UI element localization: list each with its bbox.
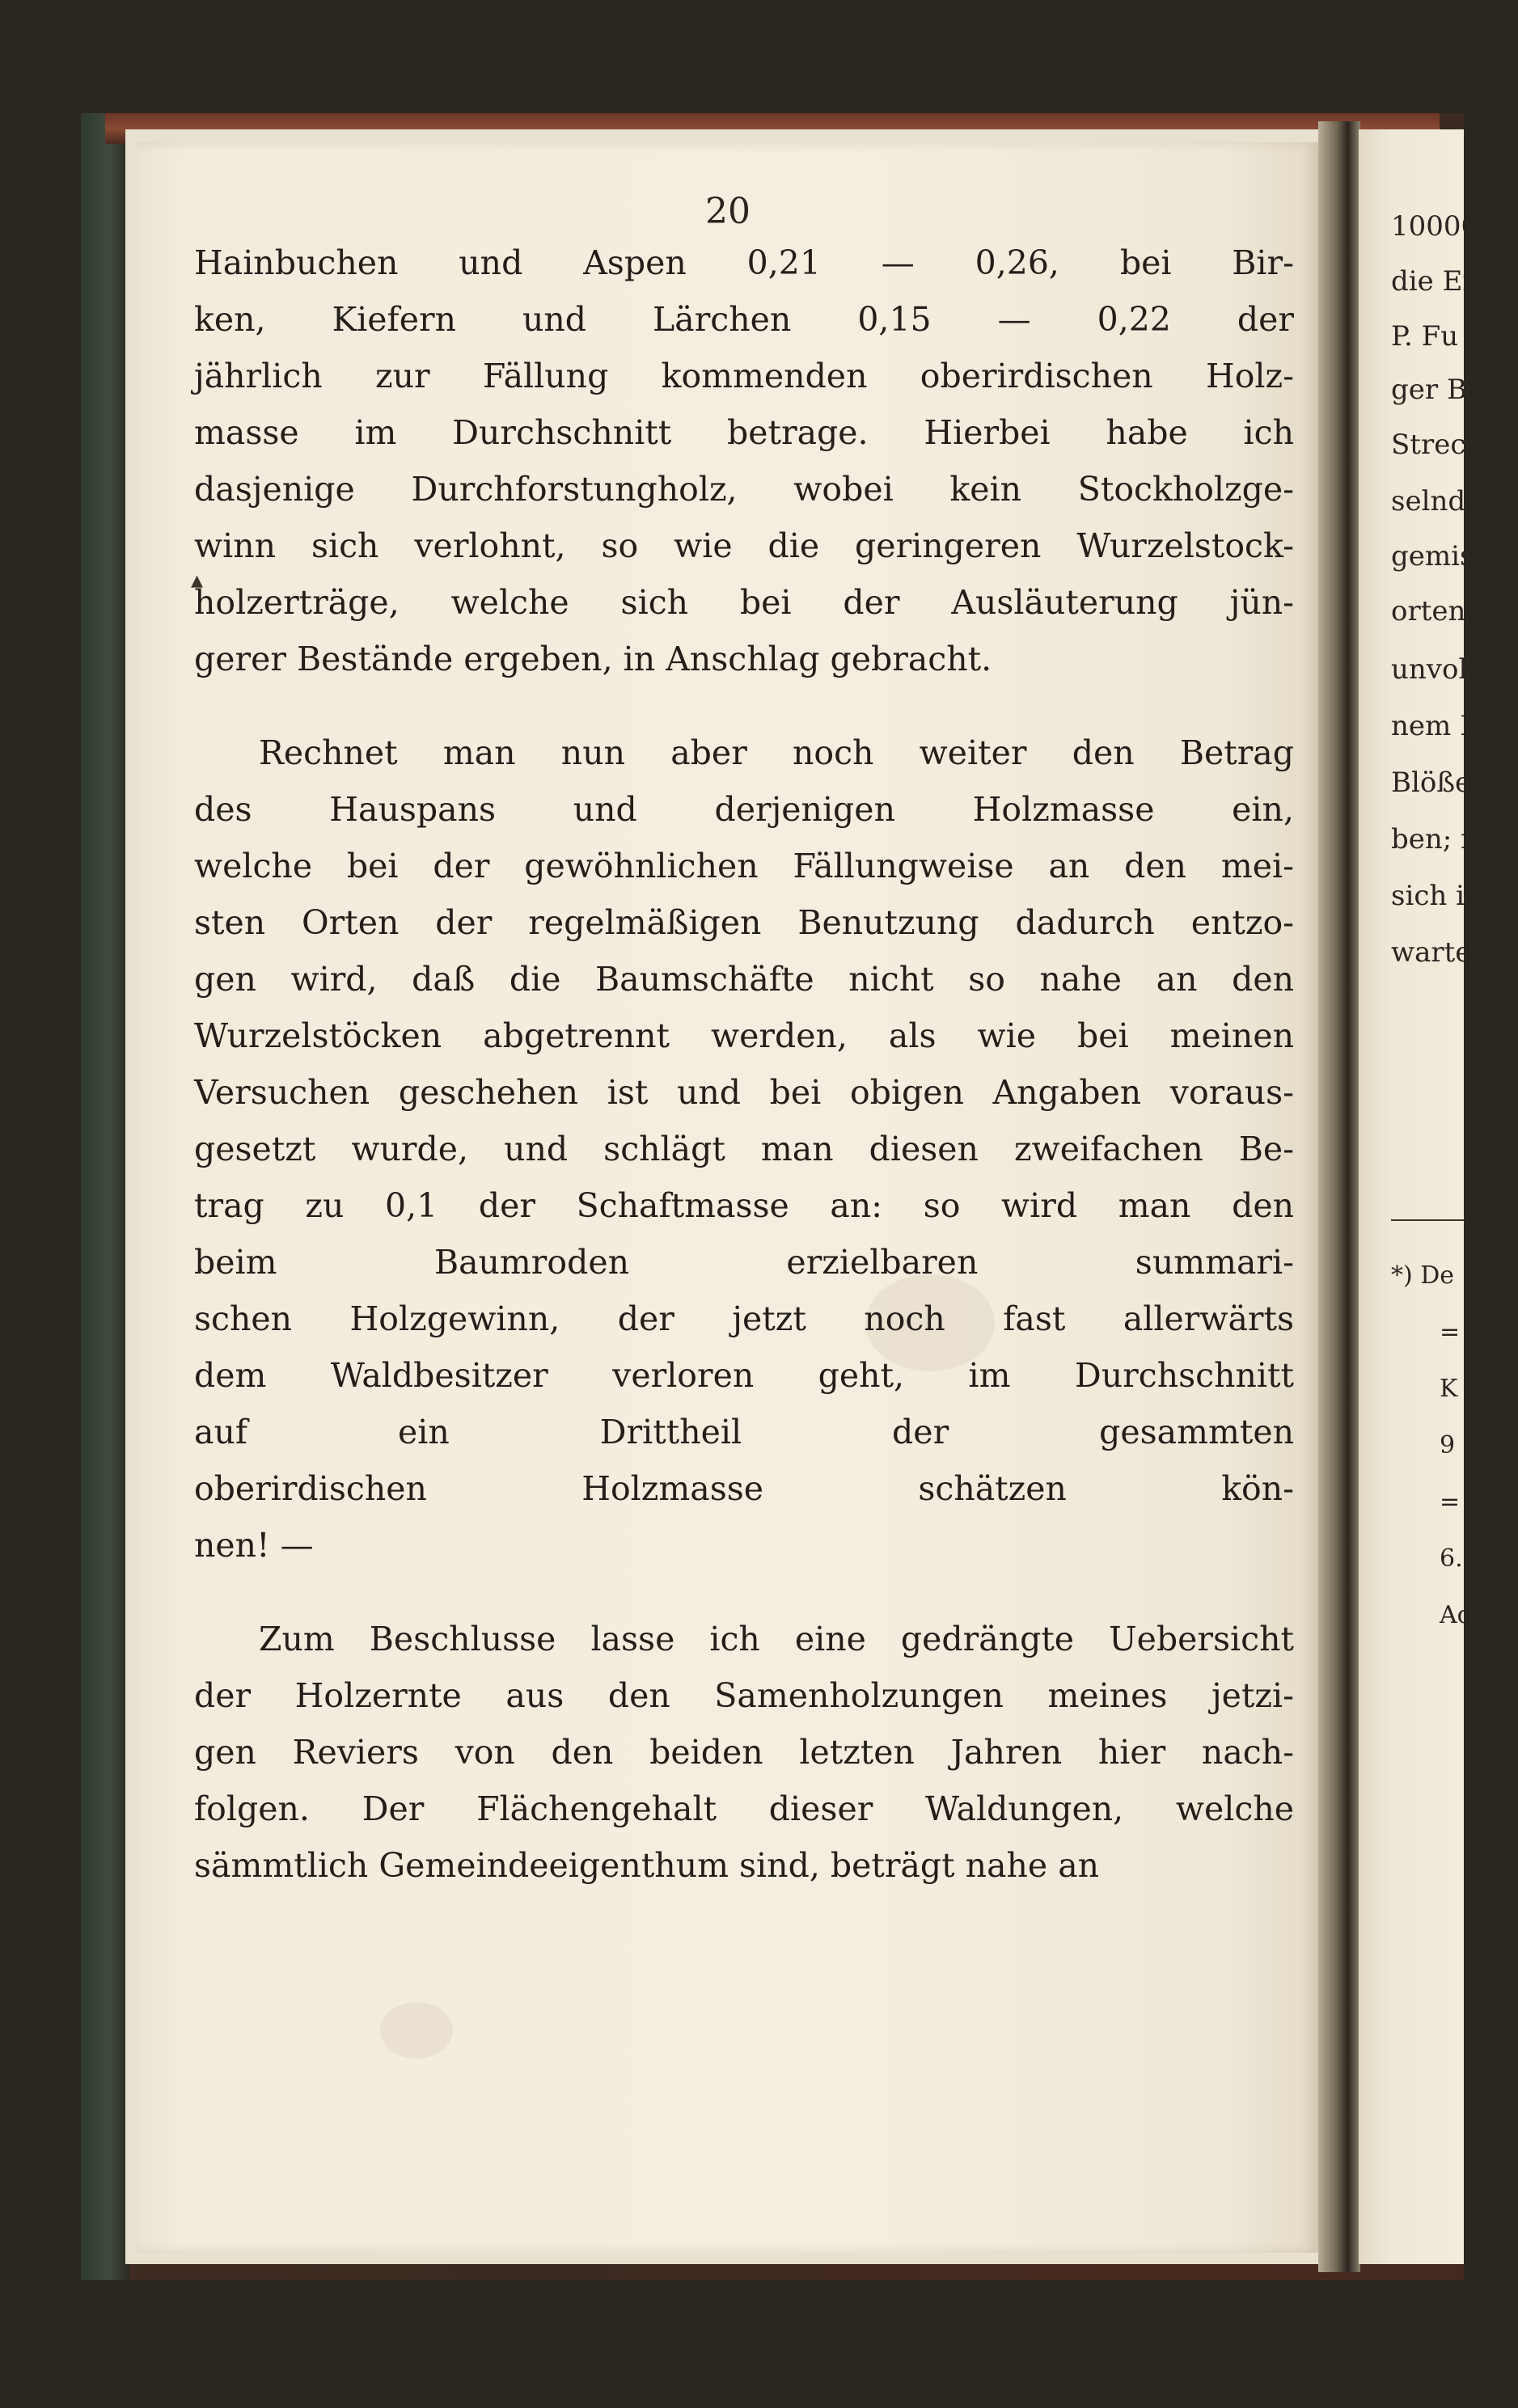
text-line: folgen. Der Flächengehalt dieser Waldungen, welche	[194, 1789, 1294, 1828]
text-line: gerer Bestände ergeben, in Anschlag gebracht.	[194, 640, 992, 678]
facing-page-line: ben; m	[1391, 823, 1487, 855]
paragraph-gap	[194, 687, 1294, 725]
paragraph	[194, 234, 1294, 687]
facing-footnote-line: K	[1440, 1375, 1458, 1403]
text-line: sämmtlich Gemeindeeigenthum sind, beträgt nahe an	[194, 1846, 1100, 1885]
facing-page	[1359, 129, 1518, 2264]
text-line: dem Waldbesitzer verloren geht, im Durchschnitt	[194, 1356, 1294, 1395]
facing-footnote-line: =	[1440, 1318, 1461, 1346]
facing-page-line: selnden	[1391, 485, 1500, 518]
facing-footnote-line: 9	[1440, 1431, 1456, 1460]
text-line: Zum Beschlusse lasse ich eine gedrängte Uebersicht	[259, 1620, 1294, 1658]
facing-page-line: Blöße. –	[1391, 767, 1503, 799]
text-line: winn sich verlohnt, so wie die geringeren Wurzelstock-	[194, 526, 1294, 565]
paragraph-gap	[194, 1574, 1294, 1611]
facing-page-line: ger Ba	[1391, 374, 1484, 406]
text-line: schen Holzgewinn, der jetzt noch fast allerwärts	[194, 1299, 1294, 1338]
facing-page-line: 10000	[1391, 210, 1479, 243]
facing-page-line: nem D	[1391, 710, 1482, 742]
footnote-rule	[1391, 1219, 1464, 1221]
facing-footnote-line: *) De	[1391, 1261, 1455, 1290]
text-line: Versuchen geschehen ist und bei obigen Angaben voraus-	[194, 1073, 1294, 1112]
facing-page-line: unvoll	[1391, 653, 1477, 686]
facing-page-line: die Erh	[1391, 265, 1494, 298]
text-line: Hainbuchen und Aspen 0,21 — 0,26, bei Bir-	[194, 243, 1294, 282]
text-line: beim Baumroden erzielbaren summari-	[194, 1243, 1294, 1282]
paper-stain	[380, 2002, 453, 2059]
text-line: auf ein Drittheil der gesammten	[194, 1413, 1294, 1451]
text-line: gen wird, daß die Baumschäfte nicht so nahe an den	[194, 960, 1294, 999]
text-line: Rechnet man nun aber noch weiter den Betrag	[259, 733, 1294, 772]
text-line: masse im Durchschnitt betrage. Hierbei habe ich	[194, 413, 1294, 452]
text-line: holzerträge, welche sich bei der Ausläuterung jün-	[194, 583, 1294, 622]
facing-page-line: orten.	[1391, 595, 1475, 627]
text-line: gen Reviers von den beiden letzten Jahren hier nach-	[194, 1733, 1294, 1772]
text-line: sten Orten der regelmäßigen Benutzung dadurch entzo-	[194, 903, 1294, 942]
text-line: ken, Kiefern und Lärchen 0,15 — 0,22 der	[194, 300, 1294, 339]
paragraph	[194, 725, 1294, 1574]
text-line: trag zu 0,1 der Schaftmasse an: so wird man den	[194, 1186, 1294, 1225]
text-line: dasjenige Durchforstungholz, wobei kein Stockholzge-	[194, 470, 1294, 509]
margin-mark: ▴	[191, 566, 204, 594]
facing-page-line: sich in	[1391, 880, 1482, 912]
text-line: der Holzernte aus den Samenholzungen meines jetzi-	[194, 1676, 1294, 1715]
text-line: jährlich zur Fällung kommenden oberirdischen Holz-	[194, 357, 1294, 395]
text-line: oberirdischen Holzmasse schätzen kön-	[194, 1469, 1294, 1508]
facing-page-line: P. Fu	[1391, 320, 1459, 353]
text-line: Wurzelstöcken abgetrennt werden, als wie bei meinen	[194, 1016, 1294, 1055]
facing-footnote-line: Ac	[1440, 1601, 1471, 1629]
book-gutter	[1318, 121, 1360, 2272]
text-line: nen! —	[194, 1526, 314, 1565]
facing-page-line: Strecke	[1391, 429, 1499, 461]
book-spine-edge	[81, 113, 129, 2280]
facing-page-line: warten.	[1391, 936, 1499, 969]
text-line: gesetzt wurde, und schlägt man diesen zweifachen Be-	[194, 1130, 1294, 1168]
page-body-text	[194, 234, 1294, 1894]
text-line: des Hauspans und derjenigen Holzmasse ein,	[194, 790, 1294, 829]
paragraph	[194, 1611, 1294, 1894]
text-line: welche bei der gewöhnlichen Fällungweise an den mei-	[194, 847, 1294, 885]
facing-footnote-line: 6.	[1440, 1544, 1463, 1573]
facing-page-line: gemischt	[1391, 540, 1518, 572]
facing-footnote-line: =	[1440, 1488, 1461, 1516]
page-number: 20	[705, 191, 751, 232]
